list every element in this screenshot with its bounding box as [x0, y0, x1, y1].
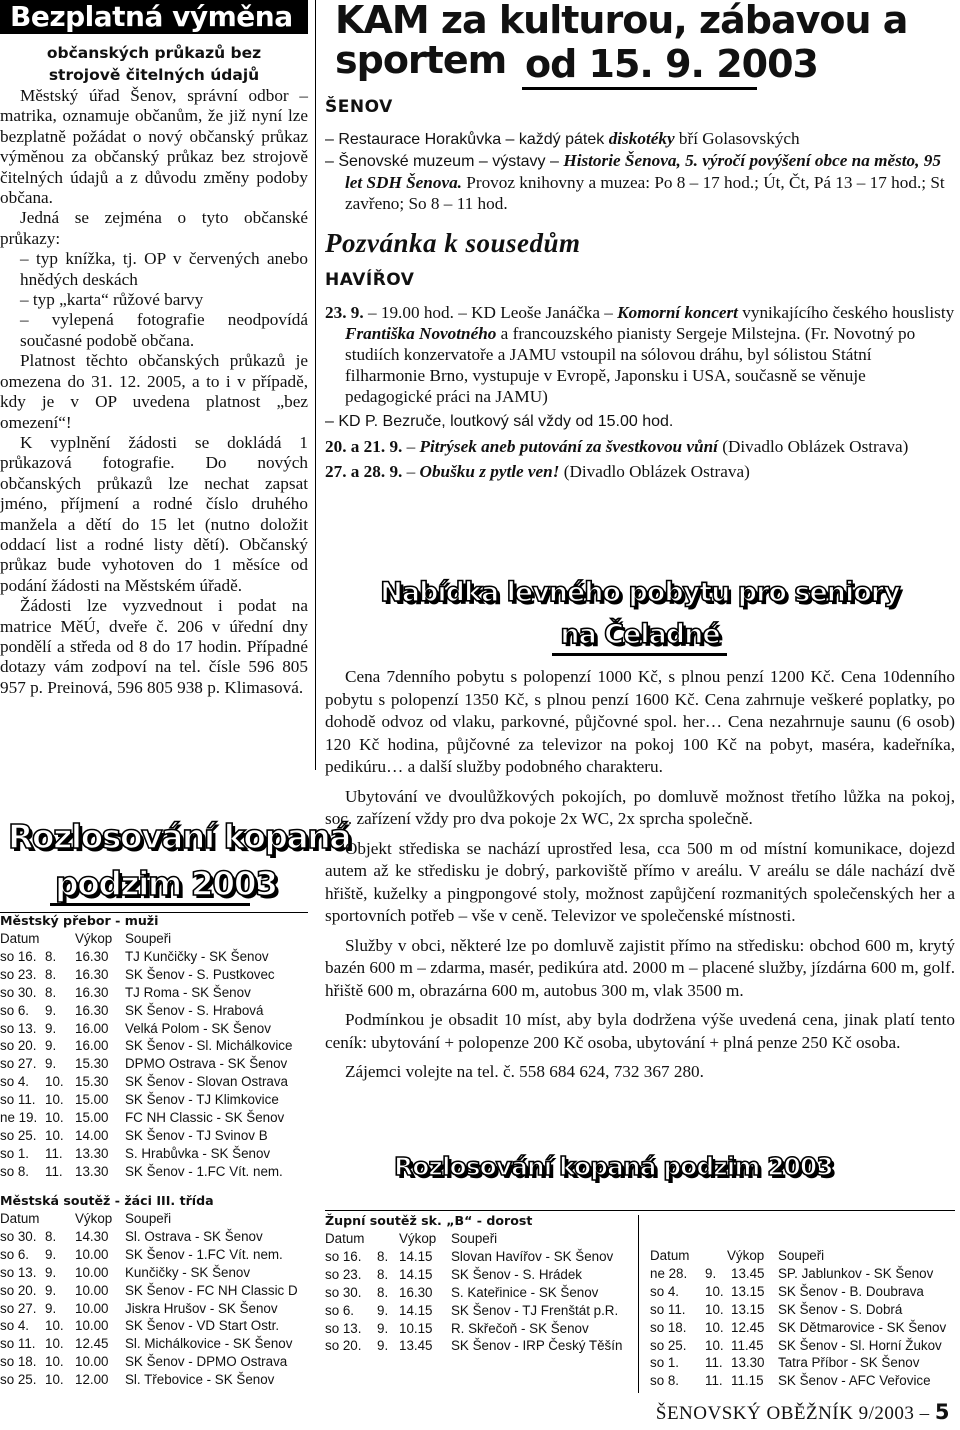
subheading-line-1: občanských průkazů bez — [46, 44, 262, 62]
page-number: 5 — [934, 1400, 950, 1424]
cell-month: 10. — [45, 1318, 64, 1334]
draw2-title: Rozlosování kopaná podzim 2003 — [394, 1152, 833, 1181]
culture-title-underline — [522, 87, 757, 90]
cell-month: 10. — [45, 1336, 64, 1352]
offer-title-2: na Čeladné — [560, 619, 720, 650]
col-vykop: Výkop — [399, 1231, 437, 1246]
cell-time: 12.00 — [75, 1372, 109, 1388]
cell-day: so 25. — [0, 1372, 37, 1388]
table-row — [650, 1354, 960, 1372]
cell-time: 10.00 — [75, 1246, 109, 1262]
col-souperi: Soupeři — [125, 931, 172, 946]
table-row — [650, 1337, 960, 1355]
table-row — [0, 1228, 310, 1246]
cell-teams: Velká Polom - SK Šenov — [125, 1020, 271, 1036]
table-row — [325, 1302, 633, 1320]
draw2-divider — [638, 1215, 639, 1393]
cell-teams: SK Dětmarovice - SK Šenov — [778, 1319, 947, 1335]
cell-time: 16.30 — [75, 966, 109, 982]
league-2 — [0, 1192, 310, 1389]
cell-month: 8. — [377, 1284, 389, 1300]
event-2-desc: (Divadlo Oblázek Ostrava) — [717, 437, 909, 456]
havirov-events — [325, 302, 955, 482]
senov-event-2-rest: Provoz knihovny a muzea: Po 8 – 17 hod.; Út, Čt, Pá 13 – 17 hod.; St zavřeno; So 8 – 11 hod. — [345, 173, 945, 213]
cell-time: 11.15 — [731, 1373, 764, 1389]
cell-teams: SK Šenov - S. Hrádek — [451, 1266, 582, 1282]
cell-teams: SK Šenov - AFC Veřovice — [778, 1373, 931, 1389]
cell-time: 10.00 — [75, 1300, 109, 1316]
cell-month: 10. — [705, 1337, 724, 1353]
event-1-desc-2: a francouzského pianisty Sergeje Milstejna. (Fr. Novotný po studiích konzervatoře a JAMU vstoupil na sólovou dráhu, byl sólistou Státní filharmonie Brno, vystupuje v Evropě, Japonsku i USA, současně se věnuje pedagogické práci na JAMU) — [345, 324, 916, 406]
cell-time: 13.45 — [731, 1265, 765, 1281]
havirov-label: HAVÍŘOV — [325, 270, 415, 290]
cell-teams: SK Šenov - VD Start Ostr. — [125, 1318, 280, 1334]
table-row — [0, 1145, 310, 1163]
cell-day: so 6. — [0, 1246, 30, 1262]
cell-month: 9. — [377, 1302, 389, 1318]
cell-month: 11. — [705, 1373, 723, 1389]
cell-month: 8. — [377, 1248, 389, 1264]
cell-day: so 16. — [0, 948, 37, 964]
offer-paragraph-1: Cena 7denního pobytu s polopenzí 1000 Kč, s plnou penzí 1200 Kč. Cena 10denního pobytu s polopenzí 1350 Kč, s plnou penzí 1600 Kč. Cena zahrnuje veškeré poplatky, po dohodě odvoz od vlaku, parkovné, půjčovné spol. her… Cena nezahrnuje saunu (6 osob) 120 Kč hodina, půjčovné za televizor na pokoj 100 Kč na pobyt, maséra, kadeřníka, pedikúru… a další služby podobného charakteru. — [325, 667, 955, 776]
cell-time: 16.30 — [75, 1002, 109, 1018]
cell-day: so 30. — [0, 1228, 37, 1244]
event-2-title: Pitrýsek aneb putování za švestkovou vůní — [419, 437, 718, 456]
culture-date-title: od 15. 9. 2003 — [525, 42, 818, 86]
cell-time: 12.45 — [75, 1336, 109, 1352]
cell-day: so 30. — [325, 1284, 362, 1300]
table-row — [0, 1020, 310, 1038]
cell-month: 10. — [45, 1372, 64, 1388]
table-row — [0, 1282, 310, 1300]
table-row — [0, 984, 310, 1002]
cell-time: 16.00 — [75, 1020, 109, 1036]
table-header — [650, 1247, 960, 1265]
cell-time: 14.00 — [75, 1127, 109, 1143]
type-item-1: – typ knížka, tj. OP v červených anebo hnědých deskách — [20, 249, 308, 289]
senov-event-1 — [325, 128, 955, 150]
league-3-table — [325, 1230, 633, 1355]
event-1-desc: vynikajícího českého houslisty — [737, 303, 955, 322]
col-vykop: Výkop — [727, 1248, 765, 1263]
cell-month: 9. — [45, 1056, 57, 1072]
column-divider — [315, 0, 316, 770]
table-row — [0, 1073, 310, 1091]
intro-paragraph: Městský úřad Šenov, správní odbor – matrika, oznamuje občanům, že již nyní lze bezplatně požádat o nový občanský průkaz výměnou za občanský průkaz bez strojově čitelných údajů a z důvodu změny podoby občana. — [0, 86, 308, 208]
pickup-paragraph: Žádosti lze vyzvednout i podat na matrice MěÚ, dveře č. 206 v úřední dny pondělí a středa od 8 do 17 hodin. Případné dotazy vám zodpoví na tel. čísle 596 805 957 p. Preinová, 596 805 938 p. Klimasová. — [0, 596, 308, 697]
cell-time: 13.45 — [399, 1338, 433, 1354]
cell-day: so 18. — [0, 1354, 37, 1370]
cell-teams: Sl. Michálkovice - SK Šenov — [125, 1336, 293, 1352]
offer-paragraph-4: Služby v obci, některé lze po domluvě zajistit přímo na středisku: obchod 600 m, krytý bazén 600 m – zdarma, masér, pedikúra atd. 2000 m – placené služby, jízdárna 600 m, golf. hřiště 600 m, obrazárna 600 m, autobus 300 m, vlak 3500 m. — [325, 935, 955, 1000]
cell-day: so 6. — [325, 1302, 355, 1318]
cell-day: so 27. — [0, 1300, 37, 1316]
league-1 — [0, 912, 310, 1181]
event-3-sep: – — [402, 462, 420, 481]
event-2-sep: – — [402, 437, 420, 456]
cell-month: 10. — [45, 1110, 64, 1126]
cell-teams: DPMO Ostrava - SK Šenov — [125, 1056, 288, 1072]
cell-time: 13.15 — [731, 1283, 765, 1299]
table-row — [0, 1317, 310, 1335]
left-subheading — [0, 42, 308, 86]
cell-teams: SK Šenov - B. Doubrava — [778, 1283, 924, 1299]
cell-day: so 4. — [0, 1074, 30, 1090]
event-1-artist: Františka Novotného — [345, 324, 497, 343]
senov-event-1-rest: bří Golasovských — [674, 129, 800, 148]
cell-teams: FC NH Classic - SK Šenov — [125, 1110, 285, 1126]
col-vykop: Výkop — [75, 931, 113, 946]
cell-time: 14.15 — [399, 1302, 433, 1318]
cell-day: so 11. — [0, 1092, 36, 1108]
table-row — [650, 1301, 960, 1319]
cell-time: 15.30 — [75, 1074, 109, 1090]
cell-teams: Jiskra Hrušov - SK Šenov — [125, 1300, 278, 1316]
cell-teams: Tatra Příbor - SK Šenov — [778, 1355, 920, 1371]
cell-month: 8. — [45, 984, 57, 1000]
event-place: – KD P. Bezruče, loutkový sál vždy od 15.00 hod. — [325, 413, 674, 430]
cell-teams: TJ Kunčičky - SK Šenov — [125, 948, 269, 964]
event-1-date: 23. 9. — [325, 303, 364, 322]
cell-time: 16.30 — [399, 1284, 433, 1300]
cell-teams: Sl. Ostrava - SK Šenov — [125, 1228, 263, 1244]
table-row — [325, 1284, 633, 1302]
cell-time: 16.30 — [75, 984, 109, 1000]
league-3-title: Župní soutěž sk. „B“ - dorost — [325, 1213, 533, 1228]
table-row — [0, 1246, 310, 1264]
cell-time: 13.30 — [75, 1163, 109, 1179]
event-1-title: Komorní koncert — [617, 303, 738, 322]
cell-month: 8. — [45, 1228, 57, 1244]
cell-teams: SK Šenov - IRP Český Těšín — [451, 1338, 623, 1354]
senov-event-2 — [325, 150, 955, 214]
cell-time: 13.15 — [731, 1301, 765, 1317]
table-row — [650, 1283, 960, 1301]
cell-time: 14.15 — [399, 1248, 433, 1264]
cell-time: 13.30 — [75, 1145, 109, 1161]
cell-time: 15.30 — [75, 1056, 109, 1072]
footer — [656, 1400, 950, 1425]
cell-month: 9. — [45, 1246, 57, 1262]
table-row — [0, 1300, 310, 1318]
left-header: Bezplatná výměna — [0, 0, 308, 34]
table-row — [325, 1266, 633, 1284]
event-3-title: Obušku z pytle ven! — [419, 462, 560, 481]
table-row — [0, 948, 310, 966]
cell-time: 15.00 — [75, 1092, 109, 1108]
cell-time: 11.45 — [731, 1337, 764, 1353]
types-intro: Jedná se zejména o tyto občanské průkazy: — [0, 208, 308, 248]
cell-teams: SK Šenov - Sl. Horní Žukov — [778, 1337, 942, 1353]
offer-paragraph-5: Podmínkou je obsadit 10 míst, aby byla dodržena výše uvedená cena, jinak platí tento ceník: ubytování + polopenze 200 Kč osoba, ubytování + plná penze 250 Kč osoba. — [325, 1010, 955, 1052]
cell-month: 9. — [45, 1300, 57, 1316]
type-item-3: – vylepená fotografie neodpovídá současné podobě občana. — [20, 310, 308, 350]
offer-paragraph-2: Ubytování ve dvoulůžkových pokojích, po domluvě možnost třetího lůžka na pokoj, soc. zařízení vždy pro dva pokoje 2x WC, 2x sprcha společně. — [325, 786, 955, 828]
cell-month: 10. — [45, 1074, 64, 1090]
cell-teams: SK Šenov - FC NH Classic D — [125, 1282, 298, 1298]
cell-day: so 13. — [325, 1320, 362, 1336]
cell-day: ne 28. — [650, 1265, 688, 1281]
cell-teams: S. Hrabůvka - SK Šenov — [125, 1145, 271, 1161]
table-row — [0, 1163, 310, 1181]
cell-day: so 1. — [0, 1145, 30, 1161]
cell-month: 9. — [45, 1264, 57, 1280]
league-1-title: Městský přebor - muži — [0, 913, 159, 928]
table-row — [0, 1127, 310, 1145]
senov-event-2-text: – Šenovské muzeum – výstavy – — [325, 153, 564, 170]
cell-month: 10. — [705, 1283, 724, 1299]
cell-day: so 27. — [0, 1056, 37, 1072]
cell-day: so 4. — [650, 1283, 680, 1299]
cell-teams: Sl. Třebovice - SK Šenov — [125, 1372, 275, 1388]
col-datum: Datum — [0, 931, 40, 946]
cell-teams: S. Kateřinice - SK Šenov — [451, 1284, 599, 1300]
cell-day: so 20. — [0, 1282, 37, 1298]
cell-day: so 30. — [0, 984, 37, 1000]
cell-day: so 18. — [650, 1319, 687, 1335]
havirov-event-2 — [325, 436, 955, 457]
cell-teams: SK Šenov - Slovan Ostrava — [125, 1074, 288, 1090]
col-datum: Datum — [0, 1211, 40, 1226]
cell-day: so 13. — [0, 1020, 37, 1036]
cell-teams: Slovan Havířov - SK Šenov — [451, 1248, 614, 1264]
cell-day: so 25. — [0, 1127, 37, 1143]
cell-day: so 23. — [325, 1266, 362, 1282]
senov-label: ŠENOV — [325, 97, 393, 117]
col-souperi: Soupeři — [451, 1231, 498, 1246]
cell-day: so 20. — [325, 1338, 362, 1354]
cell-teams: TJ Roma - SK Šenov — [125, 984, 251, 1000]
cell-month: 9. — [377, 1320, 389, 1336]
col-souperi: Soupeři — [778, 1248, 825, 1263]
col-datum: Datum — [325, 1231, 365, 1246]
draw-title-2: podzim 2003 — [55, 864, 277, 903]
table-row — [0, 1109, 310, 1127]
application-paragraph: K vyplnění žádosti se dokládá 1 průkazová fotografie. Do nových občanských průkazů lze nechat zapsat jméno, příjmení a rodné číslo druhého manžela a dětí do 15 let (nutno doložit oddací list a rodné listy dětí). Občanský průkaz bude vyhotoven do 1 měsíce od podání žádosti na Městském úřadě. — [0, 432, 308, 595]
table-row — [0, 1037, 310, 1055]
cell-teams: SK Šenov - DPMO Ostrava — [125, 1354, 288, 1370]
senov-event-1-highlight: diskotéky — [608, 129, 675, 148]
col-souperi: Soupeři — [125, 1211, 172, 1226]
table-row — [0, 1264, 310, 1282]
cell-day: so 20. — [0, 1038, 37, 1054]
cell-time: 14.30 — [75, 1228, 109, 1244]
cell-teams: SP. Jablunkov - SK Šenov — [778, 1265, 934, 1281]
table-row — [0, 1002, 310, 1020]
cell-teams: SK Šenov - 1.FC Vít. nem. — [125, 1246, 283, 1262]
cell-day: so 1. — [650, 1355, 680, 1371]
cell-teams: SK Šenov - S. Pustkovec — [125, 966, 275, 982]
invite-heading: Pozvánka k sousedům — [325, 228, 581, 258]
cell-month: 10. — [705, 1301, 724, 1317]
cell-day: so 16. — [325, 1248, 362, 1264]
table-row — [325, 1248, 633, 1266]
cell-day: so 25. — [650, 1337, 687, 1353]
cell-month: 10. — [45, 1127, 64, 1143]
table-header — [0, 1210, 310, 1228]
cell-month: 9. — [377, 1338, 389, 1354]
cell-time: 10.15 — [399, 1320, 433, 1336]
cell-time: 10.00 — [75, 1264, 109, 1280]
cell-month: 10. — [705, 1319, 724, 1335]
cell-teams: Kunčičky - SK Šenov — [125, 1264, 251, 1280]
league-3 — [325, 1212, 633, 1355]
cell-day: so 11. — [650, 1301, 686, 1317]
draw-title-1: Rozlosování kopaná — [8, 817, 351, 856]
offer-title-underline — [552, 653, 727, 656]
col-datum: Datum — [650, 1248, 690, 1263]
table-header — [0, 930, 310, 948]
footer-text: ŠENOVSKÝ OBĚŽNÍK 9/2003 – — [655, 1403, 930, 1424]
cell-day: so 8. — [0, 1163, 30, 1179]
cell-month: 10. — [45, 1354, 64, 1370]
col-vykop: Výkop — [75, 1211, 113, 1226]
table-row — [325, 1337, 633, 1355]
table-row — [0, 1091, 310, 1109]
table-row — [650, 1265, 960, 1283]
cell-teams: SK Šenov - TJ Klimkovice — [125, 1092, 279, 1108]
table-row — [0, 966, 310, 984]
cell-teams: SK Šenov - TJ Svinov B — [125, 1127, 268, 1143]
cell-time: 10.00 — [75, 1282, 109, 1298]
cell-teams: SK Šenov - 1.FC Vít. nem. — [125, 1163, 283, 1179]
offer-paragraph-3: Objekt střediska se nachází uprostřed lesa, cca 500 m od místní komunikace, dojezd autem až ke středisku je dobrý, parkoviště přímo v areálu. V areálu se dále nachází dvě hřiště, kuželky a pingpongové stoly, možnost zapůjčení rozmanitých společenských her a sportovních potřeb – vše v ceně. Televizor ve společenské místnosti. — [325, 838, 955, 925]
cell-teams: SK Šenov - TJ Frenštát p.R. — [451, 1302, 619, 1318]
cell-month: 9. — [45, 1020, 57, 1036]
cell-teams: R. Skřečoň - SK Šenov — [451, 1320, 589, 1336]
draw-title-underline — [50, 903, 250, 906]
cell-day: so 11. — [0, 1336, 36, 1352]
cell-time: 15.00 — [75, 1110, 109, 1126]
senov-events — [325, 128, 955, 214]
cell-month: 11. — [45, 1163, 63, 1179]
senov-event-1-text: – Restaurace Horakůvka – každý pátek — [325, 131, 609, 148]
senov-event-2-highlight: Historie Šenova, 5. výročí povýšení obce na město, 95 let SDH Šenova. — [345, 151, 941, 192]
cell-day: so 6. — [0, 1002, 30, 1018]
cell-day: so 8. — [650, 1373, 680, 1389]
type-item-2: – typ „karta“ růžové barvy — [20, 290, 204, 310]
cell-day: so 4. — [0, 1318, 30, 1334]
cell-teams: SK Šenov - S. Hrabová — [125, 1002, 264, 1018]
cell-month: 8. — [45, 948, 57, 964]
cell-day: so 23. — [0, 966, 37, 982]
event-3-date: 27. a 28. 9. — [325, 462, 403, 481]
draw2-rule — [325, 1210, 955, 1211]
havirov-event-1 — [325, 302, 955, 407]
cell-teams: SK Šenov - Sl. Michálkovice — [125, 1038, 293, 1054]
cell-month: 9. — [45, 1038, 57, 1054]
cell-month: 9. — [45, 1002, 57, 1018]
league-3-continued — [650, 1247, 960, 1390]
table-row — [0, 1353, 310, 1371]
table-row — [325, 1320, 633, 1338]
cell-time: 10.00 — [75, 1354, 109, 1370]
table-row — [0, 1055, 310, 1073]
cell-day: so 13. — [0, 1264, 37, 1280]
cell-month: 11. — [45, 1145, 63, 1161]
league-2-table — [0, 1210, 310, 1389]
cell-month: 8. — [377, 1266, 389, 1282]
table-row — [650, 1319, 960, 1337]
cell-day: ne 19. — [0, 1110, 38, 1126]
cell-month: 9. — [705, 1265, 717, 1281]
cell-time: 10.00 — [75, 1318, 109, 1334]
cell-month: 10. — [45, 1092, 64, 1108]
cell-time: 16.30 — [75, 948, 109, 964]
offer-title-1: Nabídka levného pobytu pro seniory — [380, 577, 900, 608]
table-row — [0, 1371, 310, 1389]
cell-time: 14.15 — [399, 1266, 433, 1282]
offer-body — [325, 666, 955, 1084]
event-1-time: – 19.00 hod. – KD Leoše Janáčka – — [363, 303, 618, 322]
cell-month: 9. — [45, 1282, 57, 1298]
cell-time: 12.45 — [731, 1319, 765, 1335]
havirov-event-3 — [325, 461, 955, 482]
cell-month: 8. — [45, 966, 57, 982]
table-row — [650, 1372, 960, 1390]
culture-title: KAM za kulturou, zábavou a sportem — [335, 0, 908, 82]
offer-paragraph-6: Zájemci volejte na tel. č. 558 684 624, 732 367 280. — [345, 1062, 704, 1081]
subheading-line-2: strojově čitelných údajů — [48, 66, 260, 84]
cell-time: 13.30 — [731, 1355, 765, 1371]
validity-paragraph: Platnost těchto občanských průkazů je omezena do 31. 12. 2005, a to i v případě, kdy je v OP uvedena platnost „bez omezení“! — [0, 351, 308, 432]
event-2-date: 20. a 21. 9. — [325, 437, 403, 456]
league-1-table — [0, 930, 310, 1181]
left-column — [0, 0, 308, 698]
table-row — [0, 1335, 310, 1353]
league-3-table-2 — [650, 1247, 960, 1390]
table-header — [325, 1230, 633, 1248]
cell-month: 11. — [705, 1355, 723, 1371]
event-3-desc: (Divadlo Oblázek Ostrava) — [559, 462, 750, 481]
cell-teams: SK Šenov - S. Dobrá — [778, 1301, 903, 1317]
cell-time: 16.00 — [75, 1038, 109, 1054]
league-2-title: Městská soutěž - žáci III. třída — [0, 1193, 214, 1208]
